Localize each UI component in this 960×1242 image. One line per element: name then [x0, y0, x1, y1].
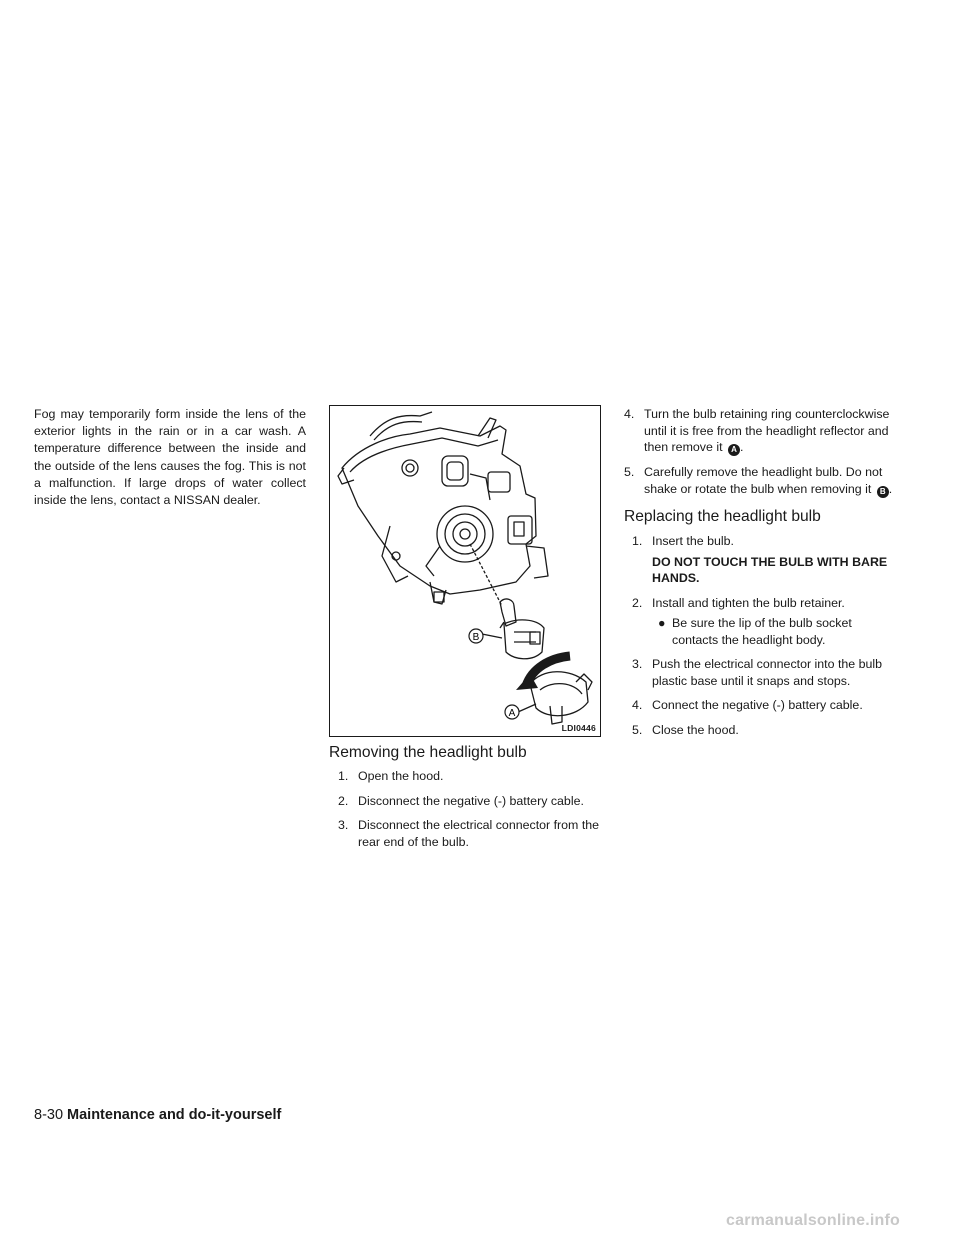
removing-steps-part2 [624, 406, 896, 506]
watermark: carmanualsonline.info [726, 1212, 901, 1229]
removing-step-2: 2. Disconnect the negative (-) battery cable. [338, 793, 584, 808]
removing-steps-part1 [338, 768, 602, 858]
replacing-step-1: 1. Insert the bulb. DO NOT TOUCH THE BULB WITH BARE HANDS. [632, 533, 896, 587]
callout-b-marker [469, 629, 483, 643]
removing-step-4: 4. Turn the bulb retaining ring counterclockwise until it is free from the headlight reflector and then remove it A . [624, 407, 890, 454]
replacing-step-5: 5. Close the hood. [632, 722, 739, 737]
callout-a-marker [505, 705, 519, 719]
removing-step-1: 1. Open the hood. [338, 769, 444, 783]
removing-step-5: 5. Carefully remove the headlight bulb. Do not shake or rotate the bulb when removing it B . [624, 465, 893, 496]
callout-b-ref: B [877, 486, 889, 498]
replacing-step-4: 4. Connect the negative (-) battery cable. [632, 698, 863, 712]
bare-hands-warning: DO NOT TOUCH THE BULB WITH BARE HANDS. [652, 554, 888, 585]
callout-a-ref: A [728, 444, 740, 456]
callout-a-label: A [508, 708, 516, 719]
removing-heading: Removing the headlight bulb [329, 744, 527, 761]
removing-step-3: 3. Disconnect the electrical connector from the rear end of the bulb. [338, 818, 600, 849]
figure-code: LDI0446 [561, 723, 596, 733]
bullet-dot: ● [658, 616, 666, 630]
section-title: Maintenance and do-it-yourself [67, 1107, 282, 1123]
intro-paragraph: Fog may temporarily form inside the lens of the exterior lights in the rain or in a car wash. A temperature difference between the inside and the outside of the lens causes the fog. This is not a malfunction. If large drops of water collect inside the lens, contact a NISSAN dealer. [34, 407, 306, 508]
headlight-assembly-illustration [330, 406, 601, 737]
headlight-bulb-figure [329, 405, 601, 737]
callout-b-label: B [472, 632, 480, 643]
replacing-step-2: 2. Install and tighten the bulb retainer. ● Be sure the lip of the bulb socket contacts the headlight body. [632, 595, 896, 649]
socket-lip-note: ● Be sure the lip of the bulb socket contacts the headlight body. [658, 616, 852, 647]
replacing-steps [632, 533, 896, 746]
replacing-heading: Replacing the headlight bulb [624, 508, 821, 525]
replacing-step-3: 3. Push the electrical connector into the bulb plastic base until it snaps and stops. [632, 657, 883, 688]
page-number: 8-30 [34, 1107, 64, 1123]
page-footer [34, 1107, 281, 1123]
